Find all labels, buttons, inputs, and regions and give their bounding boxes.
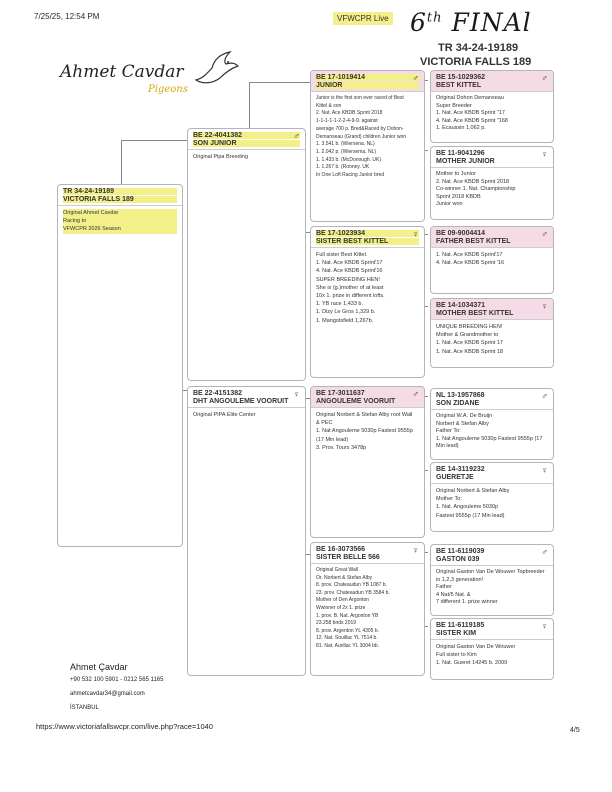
- pigeon-name: SISTER BEST KITTEL: [316, 238, 419, 245]
- pigeon-name: FATHER BEST KITTEL: [436, 238, 511, 245]
- male-icon: ♂: [412, 389, 419, 399]
- pigeon-name: SISTER KIM: [436, 630, 477, 637]
- detail-line: 8. prov. Chateaudun YB 1087 b.: [316, 582, 387, 589]
- female-icon: ♀: [541, 301, 548, 311]
- detail-line: Original Norbert & Stefan Alby root Wall: [316, 412, 413, 418]
- detail-line: 7 different 1. prize winner: [436, 599, 498, 606]
- ring-number: BE 11-6119039: [436, 548, 485, 555]
- connector: [249, 82, 310, 83]
- pigeon-name: BEST KITTEL: [436, 82, 482, 89]
- detail-line: Kittel & son: [316, 102, 342, 109]
- contact-phone: +90 532 100 5901 - 0212 565 1165: [70, 677, 164, 683]
- female-icon: ♀: [541, 621, 548, 631]
- detail-line: Mother To:: [436, 496, 462, 503]
- card-header: [311, 387, 424, 408]
- ring-number: BE 16-3073566: [316, 546, 366, 553]
- detail-line: 1. Nat Angouleme 5030p Fastest 9555p: [316, 428, 413, 435]
- detail-line: Original Ahmet Cavdar: [63, 209, 177, 217]
- detail-line: Original PIPA Elite Center: [193, 412, 256, 418]
- detail-line: Original Dohon Demanseau: [436, 95, 504, 101]
- pigeon-details: [431, 410, 553, 454]
- pigeon-name: SISTER BELLE 566: [316, 554, 380, 561]
- card-header: [58, 185, 182, 206]
- detail-line: 4. Nat. Ace KBDB Sprint'16: [316, 268, 383, 275]
- pigeon-details: [431, 566, 553, 610]
- detail-line: 1. Nat. Ace KBDB Sprint'17: [316, 260, 383, 267]
- ring-number: BE 09-9004414: [436, 230, 486, 237]
- detail-line: 1. 1.433 b. (McDonough. UK): [316, 156, 382, 163]
- card-header: [431, 463, 553, 484]
- detail-line: In One Loft Racing Junior bred: [316, 172, 385, 179]
- detail-line: Mother to Junior: [436, 171, 476, 177]
- male-icon: ♂: [541, 73, 548, 83]
- female-icon: ♀: [412, 229, 419, 239]
- detail-line: Full sister to Kim: [436, 652, 477, 659]
- detail-line: 4. Nat. Ace KBDB Sprint "168: [436, 117, 508, 124]
- pigeon-details: [311, 248, 424, 328]
- ring-number: BE 17-1019414: [316, 74, 419, 81]
- detail-line: Min lead): [436, 443, 459, 450]
- pigeon-card-dam-dam-dam[interactable]: [430, 618, 554, 680]
- female-icon: ♀: [541, 465, 548, 475]
- detail-line: VFWCPR 2026 Season: [63, 225, 177, 233]
- detail-line: 23. prov. Chateaudun YB 3584 b.: [316, 589, 390, 596]
- female-icon: ♀: [412, 545, 419, 555]
- detail-line: 1. 2.042 p. (Wiersema. NL): [316, 148, 377, 155]
- handwritten-annotation: [410, 8, 532, 37]
- detail-line: Father To:: [436, 428, 461, 435]
- annotation-ordinal: 6: [410, 8, 427, 37]
- detail-line: SUPER BREEDING HEN!: [316, 276, 380, 283]
- pigeon-card-dam-dam[interactable]: [310, 542, 425, 676]
- pigeon-card-sire-sire[interactable]: [310, 70, 425, 222]
- card-header: [431, 619, 553, 640]
- detail-line: 2. Nat. Ace KBDB Sprint 2018: [316, 110, 383, 117]
- pigeon-card-dam-sire[interactable]: [310, 386, 425, 538]
- pigeon-name: MOTHER BEST KITTEL: [436, 310, 514, 317]
- pigeon-details: [311, 92, 424, 183]
- contact-name: Ahmet Çavdar: [70, 662, 128, 672]
- print-timestamp: 7/25/25, 12:54 PM: [34, 12, 100, 21]
- detail-line: 1. Nat Angouleme 5030p Fastest 9555p (17: [436, 435, 543, 442]
- detail-line: 1. prov. B. Nat. Argonton YB: [316, 612, 379, 619]
- male-icon: ♂: [541, 547, 548, 557]
- pigeon-details: [431, 168, 553, 212]
- card-header: [431, 147, 553, 168]
- card-header: [188, 387, 305, 408]
- live-label: VFWCPR Live: [333, 12, 393, 25]
- contact-email[interactable]: ahmetcavdar34@gmail.com: [70, 691, 145, 697]
- footer-url[interactable]: https://www.victoriafallswcpr.com/live.php?race=1040: [36, 722, 213, 731]
- card-header: [431, 71, 553, 92]
- card-header: [431, 299, 553, 320]
- detail-line: 12. Nat. Souillac YL 7514 b.: [316, 635, 378, 642]
- pigeon-details: [431, 640, 553, 671]
- header-pigeon-name: VICTORIA FALLS 189: [420, 56, 532, 68]
- detail-line: 1-1-1-1-1-2-2-4-9-9. against: [316, 118, 378, 125]
- female-icon: ♀: [293, 389, 300, 399]
- logo-name: Ahmet Cavdar: [60, 62, 184, 82]
- pigeon-name: ANGOULEME VOORUIT: [316, 398, 396, 405]
- pigeon-details: [188, 150, 305, 164]
- card-header: [311, 227, 424, 248]
- pigeon-card-sire-dam-sire[interactable]: [430, 226, 554, 294]
- pigeon-details: [58, 206, 182, 237]
- detail-line: 10x 1. prize in different lofts.: [316, 293, 385, 300]
- detail-line: 4 Nat/5 Nat. &: [436, 591, 471, 598]
- pigeon-name: JUNIOR: [316, 82, 419, 89]
- dove-icon: [190, 50, 240, 90]
- detail-line: Mother of Den Argonton: [316, 597, 370, 604]
- pigeon-card-dam[interactable]: [187, 386, 306, 676]
- detail-line: 8. prov. Argenton YL 4305 b.: [316, 627, 380, 634]
- ring-number: BE 11-9041296: [436, 150, 485, 157]
- detail-line: Demanseau (Grand) children Junior won: [316, 133, 407, 140]
- detail-line: Or. Norbert & Stefan Alby: [316, 574, 373, 581]
- pigeon-card-dam-dam-sire[interactable]: [430, 544, 554, 616]
- detail-line: UNIQUE BREEDING HEN!: [436, 324, 503, 330]
- ring-number: NL 13-1957868: [436, 392, 485, 399]
- annotation-suffix: th: [426, 10, 443, 26]
- detail-line: 1. 1.267 b. (Rooney. UK: [316, 164, 370, 171]
- detail-line: 1. Nat. Ace KBDB Sprint 18: [436, 348, 503, 355]
- ring-number: TR 34-24-19189: [63, 188, 177, 195]
- detail-line: Original W.A. De Bruijn: [436, 413, 493, 419]
- pigeon-details: [311, 408, 424, 455]
- detail-line: & PEC: [316, 420, 333, 427]
- detail-line: Original Pipa Breeding: [193, 154, 249, 160]
- detail-line: 1. Dizy Le Gros 1,329 b.: [316, 309, 376, 316]
- detail-line: 81. Nat. Aurillac YL 3004 bb.: [316, 642, 380, 649]
- page-number: 4/5: [570, 727, 580, 734]
- pigeon-name: DHT ANGOULEME VOORUIT: [193, 398, 289, 405]
- pigeon-card-dam-sire-dam[interactable]: [430, 462, 554, 532]
- pigeon-details: [431, 484, 553, 523]
- detail-line: Racing to: [63, 217, 177, 225]
- detail-line: Norbert & Stefan Alby: [436, 420, 489, 427]
- detail-line: 1. Nat. Gueret 14245 b. 2009: [436, 660, 508, 667]
- card-header: [431, 545, 553, 566]
- detail-line: Full sister Best Kittel.: [316, 252, 368, 258]
- card-header: [431, 389, 553, 410]
- detail-line: 1. Nat. Ace KBDB Sprint 17: [436, 340, 503, 347]
- detail-line: in 1,2,3 generation!: [436, 576, 484, 583]
- detail-line: (17 Min lead): [316, 436, 349, 443]
- ring-number: BE 17-3011637: [316, 390, 365, 397]
- pigeon-name: SON ZIDANE: [436, 400, 480, 407]
- ring-number: BE 14-3119232: [436, 466, 485, 473]
- pigeon-name: SON JUNIOR: [193, 140, 300, 147]
- ring-number: BE 22-4041382: [193, 132, 300, 139]
- pigeon-name: GUERETJE: [436, 474, 474, 481]
- male-icon: ♂: [541, 391, 548, 401]
- ring-number: BE 17-1023934: [316, 230, 419, 237]
- ring-number: BE 14-1034371: [436, 302, 486, 309]
- card-header: [311, 71, 424, 92]
- pigeon-details: [188, 408, 305, 422]
- female-icon: ♀: [541, 149, 548, 159]
- detail-line: 3. Prov. Tours 3478p: [316, 444, 367, 451]
- card-header: [311, 543, 424, 564]
- pigeon-name: VICTORIA FALLS 189: [63, 196, 177, 203]
- detail-line: 23.258 birds 2019: [316, 620, 357, 627]
- detail-line: She is (g.)mother of at least: [316, 284, 384, 291]
- male-icon: ♂: [541, 229, 548, 239]
- detail-line: 1. Mangotsfield 1,267b.: [316, 317, 374, 324]
- detail-line: 1. Nat. Ace KBDB Sprint'17: [436, 252, 503, 258]
- ring-number: BE 11-6119185: [436, 622, 485, 629]
- detail-line: 1. YB race 1,433 b.: [316, 301, 363, 308]
- pigeon-name: GASTON 039: [436, 556, 480, 563]
- detail-line: 1. Nat. Ace KBDB Sprint "17: [436, 110, 505, 117]
- card-header: [431, 227, 553, 248]
- header-ring-number: TR 34-24-19189: [438, 42, 519, 54]
- logo: [58, 50, 238, 102]
- detail-line: average 700 p. Bred&Raced by Dohon-: [316, 125, 404, 132]
- pigeon-card-sire-sire-sire[interactable]: [430, 70, 554, 143]
- detail-line: Junior is the first son ever raced of Best: [316, 95, 404, 101]
- pigeon-card-sire[interactable]: [187, 128, 306, 381]
- annotation-word: FINAl: [451, 8, 532, 37]
- male-icon: ♂: [412, 73, 419, 83]
- card-header: [188, 129, 305, 150]
- detail-line: Sprint 2018 KBDB: [436, 193, 481, 200]
- pigeon-details: [431, 320, 553, 359]
- pigeon-card-sire-sire-dam[interactable]: [430, 146, 554, 220]
- detail-line: 2. Nat. Ace KBDB Sprint 2018: [436, 178, 510, 185]
- detail-line: 4. Nat. Ace KBDB Sprint '16: [436, 260, 505, 267]
- detail-line: Original Great Wall: [316, 567, 359, 573]
- pigeon-card-sire-dam-dam[interactable]: [430, 298, 554, 368]
- detail-line: Original Norbert & Stefan Alby: [436, 488, 510, 494]
- detail-line: Junior won: [436, 201, 463, 208]
- pigeon-details: [431, 248, 553, 270]
- connector: [121, 140, 187, 141]
- ring-number: BE 15-1029362: [436, 74, 486, 81]
- detail-line: Mother & Grandmother to: [436, 332, 499, 339]
- detail-line: 1. Nat. Angouleme 5030p: [436, 504, 499, 511]
- pigeon-card-sire-dam[interactable]: [310, 226, 425, 378]
- detail-line: Co-winner 1. Nat. Championship: [436, 186, 516, 193]
- ring-number: BE 22-4151382: [193, 390, 243, 397]
- pigeon-details: [311, 564, 424, 654]
- pigeon-details: [431, 92, 553, 136]
- detail-line: Super Breeder: [436, 102, 472, 109]
- male-icon: ♂: [293, 131, 300, 141]
- logo-tagline: Pigeons: [148, 84, 188, 95]
- pigeon-card-subject[interactable]: [57, 184, 183, 547]
- detail-line: Original Gaston Van De Wouwer: [436, 644, 516, 650]
- pigeon-card-dam-sire-sire[interactable]: [430, 388, 554, 460]
- detail-line: Wwinner of 2x 1. prize: [316, 604, 366, 611]
- contact-city: İSTANBUL: [70, 705, 99, 711]
- detail-line: 1. Ecaussin 1,062 p.: [436, 125, 486, 132]
- detail-line: 1. 3.541 b. (Wiersena. NL): [316, 141, 375, 148]
- detail-line: Fastest 9555p (17 Min lead): [436, 512, 505, 519]
- detail-line: Original Gaston Van De Wouwer Topbreeder: [436, 569, 545, 575]
- detail-line: Father: [436, 584, 452, 591]
- pigeon-name: MOTHER JUNIOR: [436, 158, 495, 165]
